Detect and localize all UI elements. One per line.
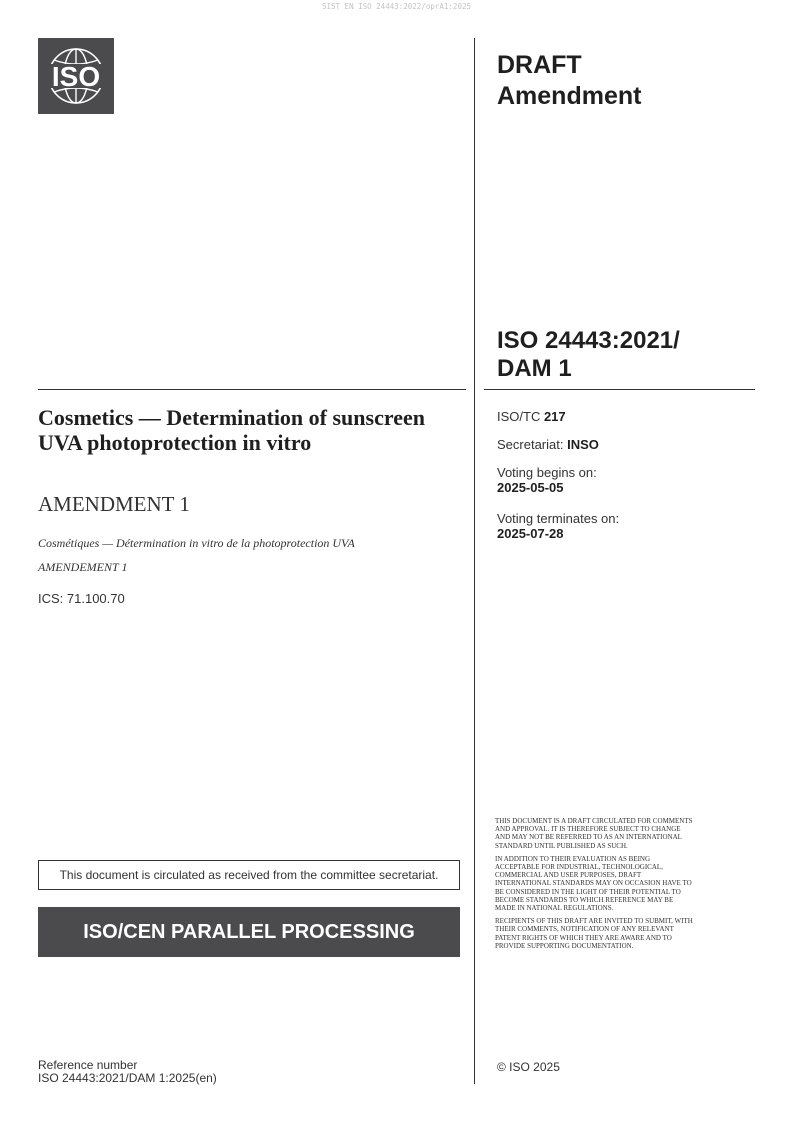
amendment-title: AMENDMENT 1 <box>38 492 190 516</box>
rule-right <box>484 389 755 390</box>
tc-value: 217 <box>543 409 566 424</box>
voting-terminates-date: 2025-07-28 <box>497 526 564 541</box>
disclaimer-paragraph: THIS DOCUMENT IS A DRAFT CIRCULATED FOR COMMENTS AND APPROVAL. IT IS THEREFORE SUBJECT TO CHANGE AND MAY NOT BE REFERRED TO AS AN INTERNATIONAL STANDARD UNTIL PUBLISHED AS SUCH. <box>495 817 693 850</box>
secretariat <box>497 437 599 452</box>
circulation-notice: This document is circulated as received from the committee secretariat. <box>38 860 460 890</box>
technical-committee <box>497 409 566 424</box>
watermark: SIST EN ISO 24443:2022/oprA1:2025 <box>321 2 471 11</box>
standard-number <box>497 327 680 383</box>
secretariat-value: INSO <box>567 437 599 452</box>
iso-logo-text: ISO <box>51 61 101 92</box>
reference-label: Reference number <box>38 1058 138 1072</box>
voting-terminates-label: Voting terminates on: <box>497 511 620 526</box>
reference-value: ISO 24443:2021/DAM 1:2025(en) <box>38 1071 217 1085</box>
iso-logo <box>38 38 114 114</box>
draft-label: DRAFT <box>497 51 582 79</box>
iso-globe-icon <box>38 38 114 114</box>
draft-disclaimer <box>495 817 695 955</box>
reference-number <box>38 1059 217 1085</box>
column-divider <box>474 38 475 1084</box>
copyright: © ISO 2025 <box>497 1060 560 1074</box>
standard-number-line1: ISO 24443:2021/ <box>497 327 680 354</box>
disclaimer-paragraph: RECIPIENTS OF THIS DRAFT ARE INVITED TO SUBMIT, WITH THEIR COMMENTS, NOTIFICATION OF ANY RELEVANT PATENT RIGHTS OF WHICH THEY ARE AWARE AND TO PROVIDE SUPPORTING DOCUMENTATION. <box>495 917 693 950</box>
voting-begins <box>497 465 597 495</box>
voting-begins-label: Voting begins on: <box>497 465 597 480</box>
rule-left <box>38 389 466 390</box>
amendment-label: Amendment <box>497 82 642 110</box>
document-title: Cosmetics — Determination of sunscreen UVA photoprotection in vitro <box>38 405 425 455</box>
document-stage <box>497 50 641 112</box>
tc-label: ISO/TC <box>497 409 544 424</box>
french-amendment: AMENDEMENT 1 <box>38 560 128 574</box>
voting-terminates <box>497 511 619 541</box>
disclaimer-paragraph: IN ADDITION TO THEIR EVALUATION AS BEING ACCEPTABLE FOR INDUSTRIAL, TECHNOLOGICAL, COMMERCIAL AND USER PURPOSES, DRAFT INTERNATIONAL STANDARDS MAY ON OCCASION HAVE TO BE CONSIDERED IN THE LIGHT OF THEIR POTENTIAL TO BECOME STANDARDS TO WHICH REFERENCE MAY BE MADE IN NATIONAL REGULATIONS. <box>495 854 692 913</box>
french-title: Cosmétiques — Détermination in vitro de la photoprotection UVA <box>38 536 355 550</box>
parallel-processing-banner: ISO/CEN PARALLEL PROCESSING <box>38 907 460 957</box>
voting-begins-date: 2025-05-05 <box>497 480 564 495</box>
secretariat-label: Secretariat: <box>497 437 568 452</box>
standard-number-line2: DAM 1 <box>497 355 572 382</box>
ics-code: ICS: 71.100.70 <box>38 591 125 606</box>
